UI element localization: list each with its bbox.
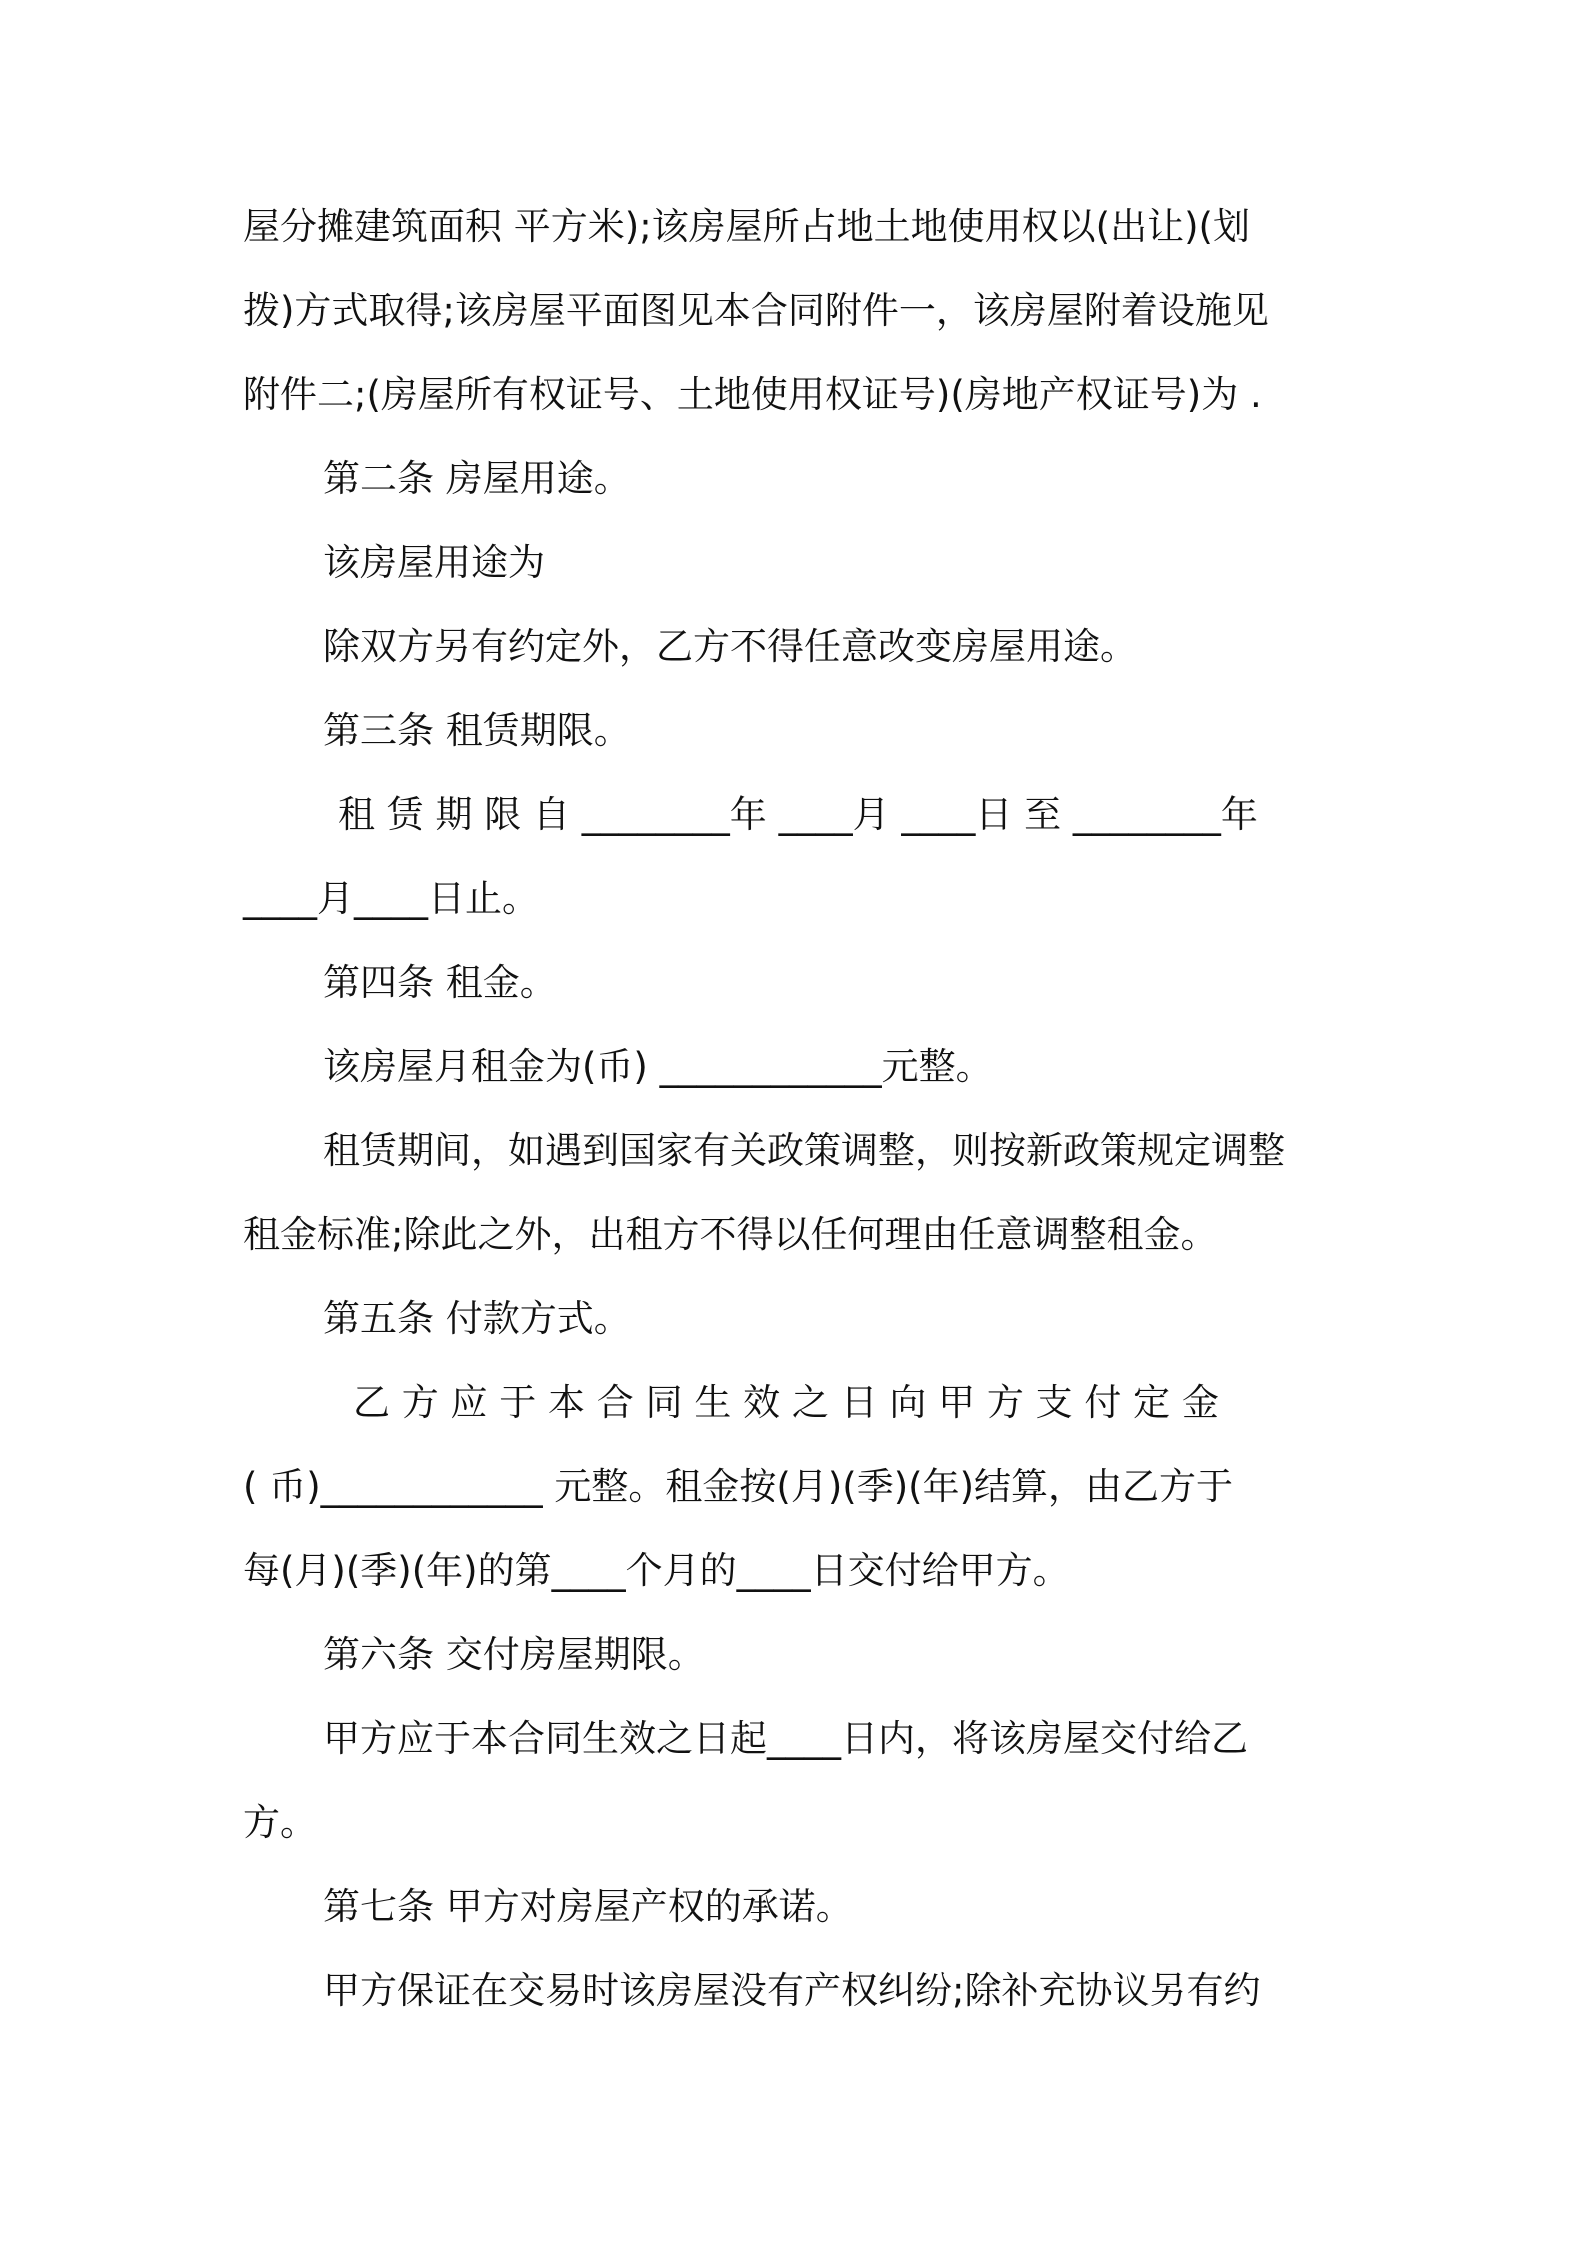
article-6-heading: 第六条 交付房屋期限。 (323, 1633, 705, 1676)
paragraph-line: 拨)方式取得;该房屋平面图见本合同附件一，该房屋附着设施见 (243, 289, 1269, 332)
lease-term-line: 租 赁 期 限 自 ________年 ____月 ____日 至 ________年 (338, 793, 1258, 836)
paragraph-line: ____月____日止。 (243, 877, 539, 920)
article-5-heading: 第五条 付款方式。 (323, 1297, 631, 1340)
paragraph-line: 租金标准;除此之外，出租方不得以任何理由任意调整租金。 (243, 1213, 1218, 1256)
paragraph-line: 该房屋用途为 (323, 541, 545, 584)
paragraph-line: ( 币)____________ 元整。租金按(月)(季)(年)结算，由乙方于 (243, 1465, 1234, 1508)
paragraph-line: 屋分摊建筑面积 平方米);该房屋所占地土地使用权以(出让)(划 (243, 205, 1250, 248)
article-2-heading: 第二条 房屋用途。 (323, 457, 631, 500)
paragraph-line: 该房屋月租金为(币) ____________元整。 (323, 1045, 993, 1088)
article-4-heading: 第四条 租金。 (323, 961, 557, 1004)
paragraph-line: 每(月)(季)(年)的第____个月的____日交付给甲方。 (243, 1549, 1070, 1592)
article-7-heading: 第七条 甲方对房屋产权的承诺。 (323, 1885, 853, 1928)
paragraph-line: 甲方保证在交易时该房屋没有产权纠纷;除补充协议另有约 (323, 1969, 1261, 2012)
paragraph-line: 甲方应于本合同生效之日起____日内，将该房屋交付给乙 (323, 1717, 1248, 1760)
deposit-line: 乙 方 应 于 本 合 同 生 效 之 日 向 甲 方 支 付 定 金 (353, 1381, 1219, 1424)
article-3-heading: 第三条 租赁期限。 (323, 709, 631, 752)
paragraph-line: 租赁期间，如遇到国家有关政策调整，则按新政策规定调整 (323, 1129, 1285, 1172)
paragraph-line: 方。 (243, 1801, 317, 1844)
document-body (243, 185, 1353, 2033)
paragraph-line: 除双方另有约定外，乙方不得任意改变房屋用途。 (323, 625, 1137, 668)
paragraph-line: 附件二;(房屋所有权证号、土地使用权证号)(房地产权证号)为 . (243, 373, 1262, 416)
